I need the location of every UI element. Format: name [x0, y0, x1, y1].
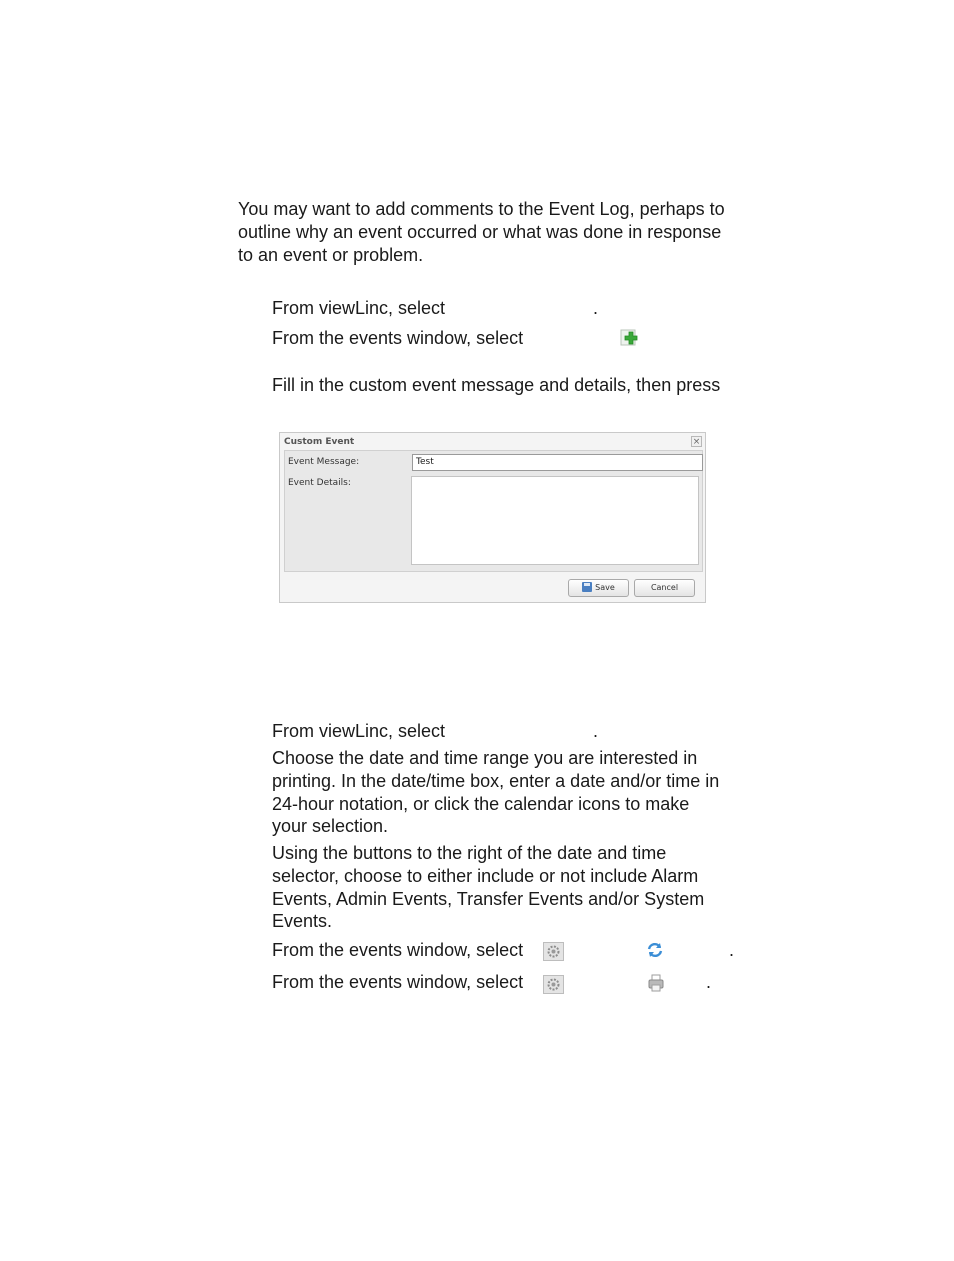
- step-filter-buttons: [272, 842, 704, 933]
- step-end-period: .: [729, 940, 735, 960]
- dialog-title: Custom Event: [284, 437, 355, 447]
- gear-icon[interactable]: [543, 942, 564, 961]
- intro-line: You may want to add comments to the Event Log, perhaps to: [238, 199, 725, 219]
- step-line: your selection.: [272, 816, 389, 837]
- save-button[interactable]: [568, 579, 629, 597]
- step-line: Events, Admin Events, Transfer Events and/or System: [272, 888, 705, 909]
- printer-icon[interactable]: [646, 973, 666, 993]
- intro-paragraph: [238, 198, 725, 266]
- step-select-print: From the events window, select: [272, 972, 524, 992]
- refresh-icon[interactable]: [645, 941, 665, 959]
- cancel-button[interactable]: [634, 579, 695, 597]
- intro-line: to an event or problem.: [238, 244, 424, 265]
- save-icon: [582, 582, 592, 592]
- event-details-textarea[interactable]: [411, 476, 699, 565]
- step-end-period: .: [593, 721, 599, 741]
- step-line: selector, choose to either include or not include Alarm: [272, 865, 699, 886]
- step-line: Events.: [272, 911, 333, 932]
- step-line: Using the buttons to the right of the date and time: [272, 843, 667, 863]
- event-details-label: Event Details:: [288, 478, 351, 488]
- step-line: Choose the date and time range you are interested in: [272, 748, 698, 768]
- add-event-icon[interactable]: [619, 328, 641, 348]
- close-icon[interactable]: ×: [692, 437, 701, 447]
- intro-line: outline why an event occurred or what was done in response: [238, 221, 722, 242]
- save-button-label: Save: [595, 583, 615, 592]
- step-end-period: .: [593, 298, 599, 318]
- step-end-period: .: [706, 972, 712, 992]
- step-fill-message: Fill in the custom event message and details, then press: [272, 375, 721, 395]
- step-line: printing. In the date/time box, enter a date and/or time in: [272, 770, 720, 791]
- gear-icon[interactable]: [543, 975, 564, 994]
- cancel-button-label: Cancel: [650, 583, 679, 592]
- event-message-input[interactable]: Test: [412, 454, 703, 471]
- event-message-label: Event Message:: [288, 457, 360, 467]
- step-select-events: From viewLinc, select: [272, 721, 446, 741]
- custom-event-dialog: [279, 432, 706, 603]
- step-choose-range: [272, 747, 719, 838]
- dialog-form: [284, 450, 703, 572]
- step-select-events: From viewLinc, select: [272, 298, 446, 318]
- step-line: 24-hour notation, or click the calendar icons to make: [272, 793, 690, 814]
- step-select-add: From the events window, select: [272, 328, 524, 348]
- step-select-refresh: From the events window, select: [272, 940, 524, 960]
